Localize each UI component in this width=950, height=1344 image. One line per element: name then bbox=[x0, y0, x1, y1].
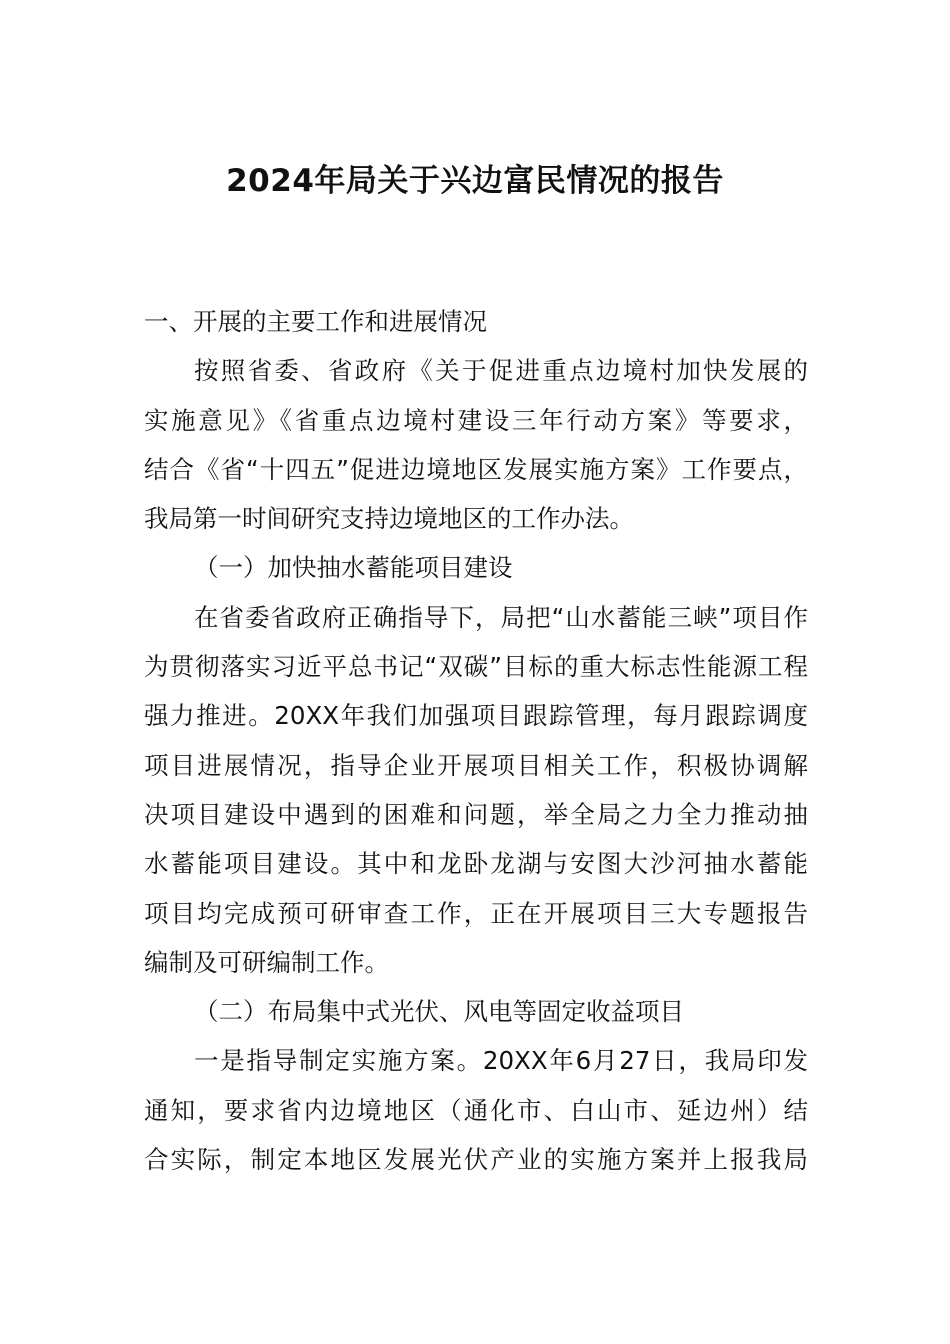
subsection-heading: （一）加快抽水蓄能项目建设 bbox=[194, 553, 513, 583]
subsection-heading: （二）布局集中式光伏、风电等固定收益项目 bbox=[194, 997, 684, 1027]
document-title: 2024年局关于兴边富民情况的报告 bbox=[226, 163, 724, 199]
paragraph-line: 强力推进。20XX年我们加强项目跟踪管理，每月跟踪调度 bbox=[144, 701, 808, 731]
paragraph-line: 一是指导制定实施方案。20XX年6月27日，我局印发 bbox=[194, 1046, 808, 1076]
paragraph-line: 项目进展情况，指导企业开展项目相关工作，积极协调解 bbox=[144, 750, 808, 780]
paragraph-line: 项目均完成预可研审查工作，正在开展项目三大专题报告 bbox=[144, 898, 808, 928]
paragraph-line: 按照省委、省政府《关于促进重点边境村加快发展的 bbox=[194, 356, 808, 386]
paragraph-line: 为贯彻落实习近平总书记“双碳”目标的重大标志性能源工程 bbox=[144, 652, 808, 682]
paragraph-line: 合实际，制定本地区发展光伏产业的实施方案并上报我局 bbox=[144, 1145, 808, 1175]
paragraph-line: 结合《省“十四五”促进边境地区发展实施方案》工作要点， bbox=[144, 454, 808, 484]
paragraph-line: 我局第一时间研究支持边境地区的工作办法。 bbox=[144, 504, 634, 534]
paragraph-line: 在省委省政府正确指导下，局把“山水蓄能三峡”项目作 bbox=[194, 602, 808, 632]
paragraph-line: 实施意见》《省重点边境村建设三年行动方案》等要求， bbox=[144, 405, 808, 435]
paragraph-line: 编制及可研编制工作。 bbox=[144, 947, 389, 977]
document-body bbox=[144, 297, 808, 1184]
paragraph-line: 水蓄能项目建设。其中和龙卧龙湖与安图大沙河抽水蓄能 bbox=[144, 849, 808, 879]
section-heading: 一、开展的主要工作和进展情况 bbox=[144, 307, 487, 336]
paragraph-line: 决项目建设中遇到的困难和问题，举全局之力全力推动抽 bbox=[144, 799, 808, 829]
paragraph-line: 通知，要求省内边境地区（通化市、白山市、延边州）结 bbox=[144, 1095, 808, 1125]
